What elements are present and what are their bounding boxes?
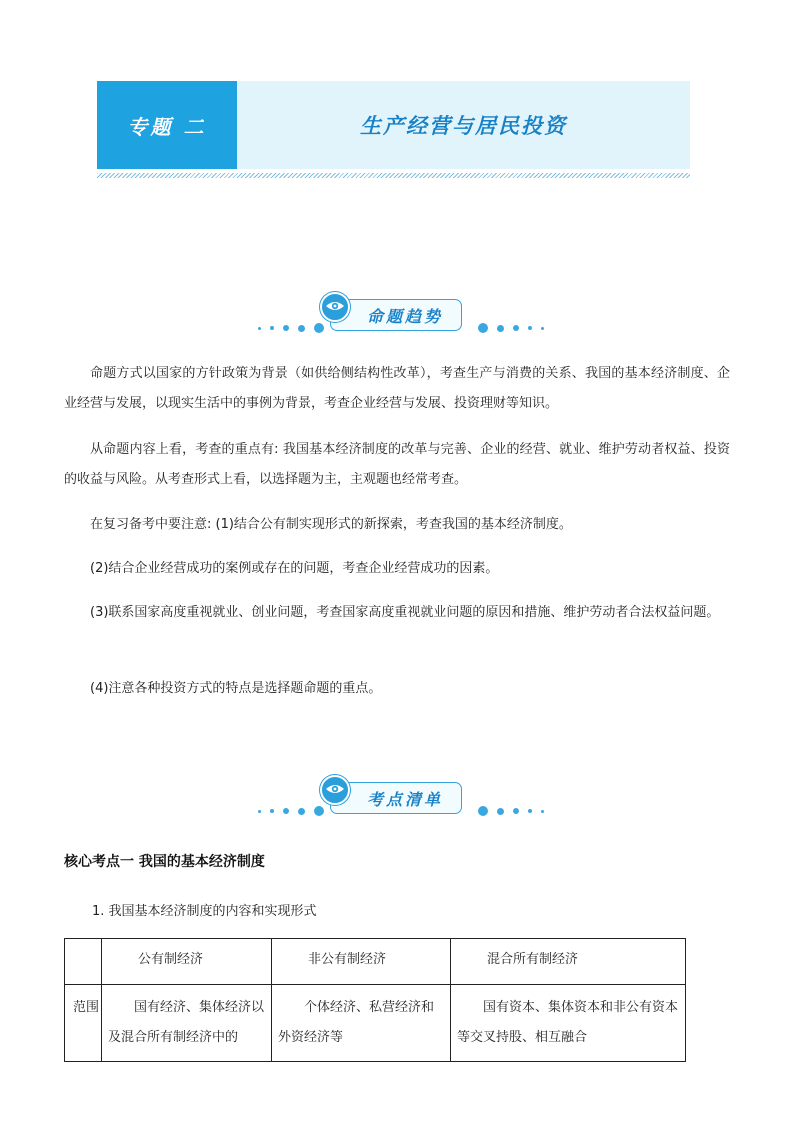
decorative-dots-left <box>258 323 324 333</box>
paragraph-focus: 从命题内容上看，考查的重点有: 我国基本经济制度的改革与完善、企业的经营、就业、维护劳动者权益、投资的收益与风险。从考查形式上看，以选择题为主，主观题也经常考查。 <box>64 442 730 487</box>
table-header-cell <box>451 939 686 985</box>
section-label: 考点清单 <box>366 789 443 809</box>
core-topic-title: 核心考点一 我国的基本经济制度 <box>64 854 265 870</box>
topic-tag: 专题 二 <box>97 81 237 169</box>
section-header-checklist <box>258 781 538 821</box>
decorative-dots-right <box>478 806 544 816</box>
table-header-cell <box>65 939 102 985</box>
section-header-trend <box>258 298 538 338</box>
table-header-cell <box>272 939 451 985</box>
paragraph-note-2: (2)结合企业经营成功的案例或存在的问题，考查企业经营成功的因素。 <box>90 561 499 576</box>
sub-topic-title: 1. 我国基本经济制度的内容和实现形式 <box>92 904 317 919</box>
header-public: 公有制经济 <box>138 952 204 967</box>
table-header-cell <box>102 939 272 985</box>
paragraph-note-1: 在复习备考中要注意: (1)结合公有制实现形式的新探索，考查我国的基本经济制度。 <box>90 517 572 532</box>
decorative-dots-right <box>478 323 544 333</box>
title-banner <box>97 81 690 171</box>
banner-hatch-divider <box>97 173 690 178</box>
table-cell: 国有经济、集体经济以及混合所有制经济中的 <box>102 985 272 1062</box>
paragraph-note-3: (3)联系国家高度重视就业、创业问题，考查国家高度重视就业问题的原因和措施、维护劳动者合法权益问题。 <box>90 605 720 620</box>
paragraph-intro: 命题方式以国家的方针政策为背景（如供给侧结构性改革），考查生产与消费的关系、我国的基本经济制度、企业经营与发展，以现实生活中的事例为背景，考查企业经营与发展、投资理财等知识。 <box>64 366 730 411</box>
paragraph-note-4: (4)注意各种投资方式的特点是选择题命题的重点。 <box>90 681 382 696</box>
section-label: 命题趋势 <box>366 306 443 326</box>
topic-title: 生产经营与居民投资 <box>360 113 567 138</box>
table-header-row <box>65 939 686 985</box>
table-row-label: 范围 <box>65 985 102 1062</box>
table-row <box>65 985 686 1062</box>
eye-icon <box>320 775 350 805</box>
eye-icon <box>320 292 350 322</box>
header-non-public: 非公有制经济 <box>308 952 387 967</box>
header-mixed: 混合所有制经济 <box>487 952 579 967</box>
table-cell: 国有资本、集体资本和非公有资本等交叉持股、相互融合 <box>451 985 686 1062</box>
decorative-dots-left <box>258 806 324 816</box>
table-cell: 个体经济、私营经济和外资经济等 <box>272 985 451 1062</box>
economy-system-table <box>64 938 686 1062</box>
